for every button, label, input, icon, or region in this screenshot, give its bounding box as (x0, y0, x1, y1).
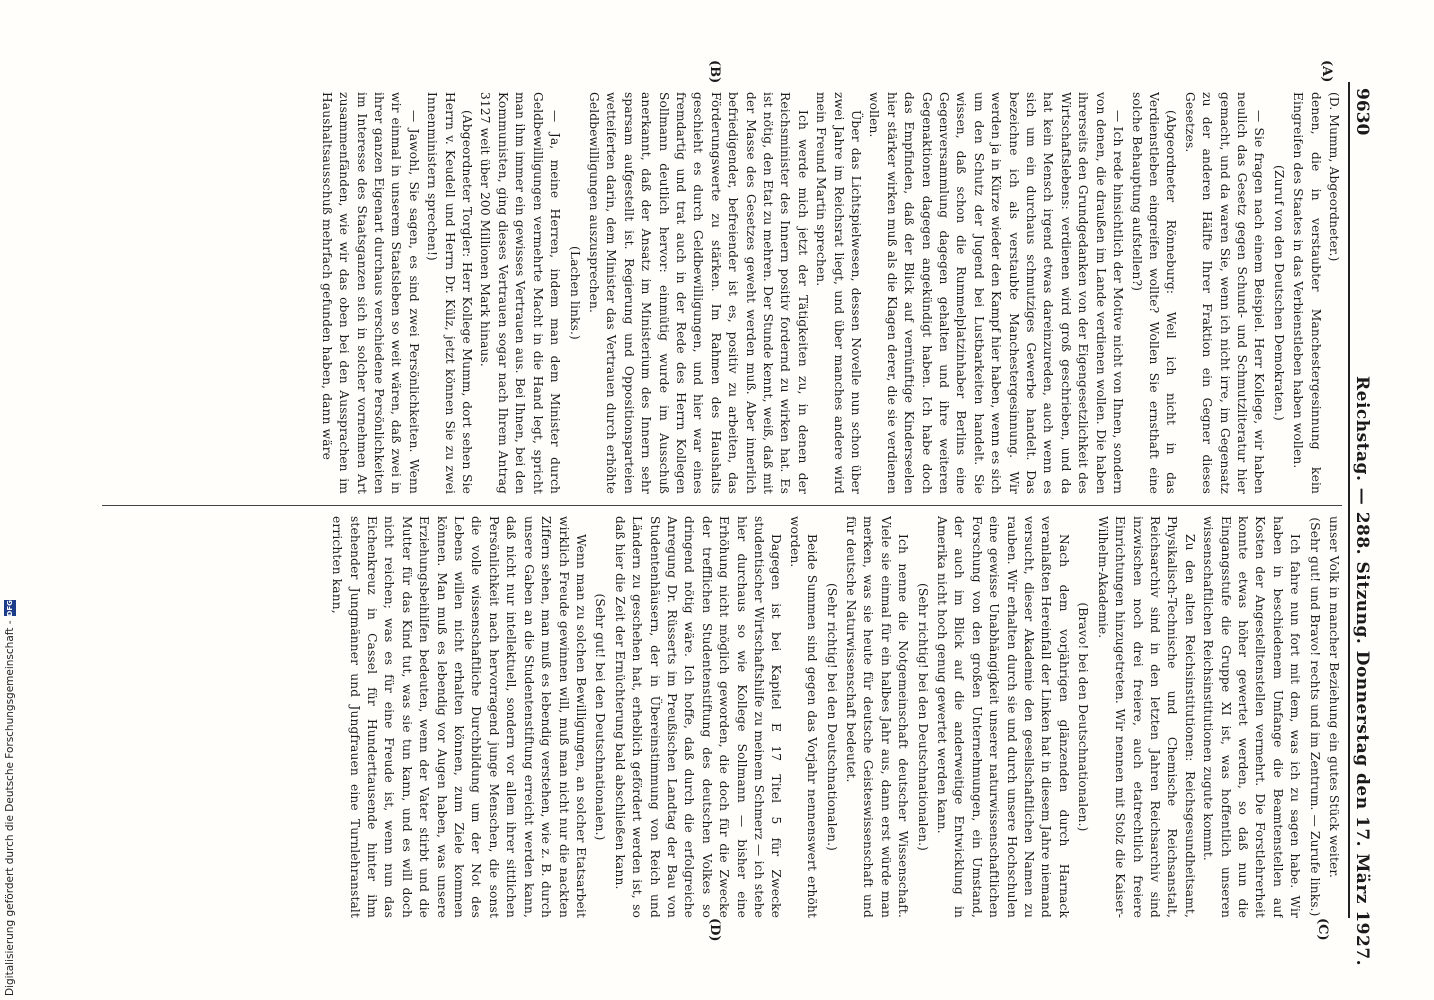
page-title: Reichstag. — 288. Sitzung. Donnerstag den 17. März 1927. (1352, 376, 1372, 967)
column-rule (102, 505, 1342, 506)
paragraph: denen, die in verstaubter Manchestergesinnung kein Eingreifen des Staates in das Verbienstleben haben wollen. (1291, 92, 1323, 494)
digitization-credit (4, 600, 16, 996)
dfg-logo-icon: DFG (6, 600, 14, 617)
paragraph: Beide Summen sind gegen das Vorjahr nennenswert erhöht worden. (787, 516, 820, 918)
margin-mark-a: (A) (1319, 60, 1334, 83)
paragraph: — Jawohl, Sie sagen, es sind zwei Persönlichkeiten. Wenn wir einmal in unserem Staatsleben so weit wären, daß zwei in ihrer ganzen Eigenart durchaus verschiedene Persönlichkeiten im Interesse des Staatsganzen sich in solcher vornehmen Art zusammenfänden, wie wir das oben bei den Aussprachen im Haushaltsausschuß mehrfach gefunden haben, dann wäre (319, 92, 421, 494)
paragraph: Wenn man zu solchen Bewilligungen, an solcher Etatsarbeit wirklich Freude gewinnen will, muß man nicht nur die nackten Ziffern sehen, man muß es lebendig verstehen, wie z. B. durch unsere Gaben an die Studentenstiftung erreicht werden kann, daß nicht nur intellektuell, sondern vor allem ihrer sittlichen Persönlichkeit nach hervorragend junge Menschen, die sonst die volle wissenschaftliche Durchbildung um der Not des Lebens willen nicht erhalten können, zum Ziele kommen können. Man muß es lebendig vor Augen haben, was unsere Erziehungsbeihilfen bedeuten, wenn der Vater stirbt und die Mutter für das Kind tut, was sie tun kann, und es will doch nicht reichen; was es für eine Freude ist, wenn nun das Eichenkreuz in Cassel für Hunderttausende hinter ihm stehender Jungmänner und Jungfrauen eine Turnlehranstalt errichten kann, (330, 516, 588, 918)
interjection: (Sehr richtig! bei den Deutschnationalen.) (915, 582, 930, 852)
interjection: (Abgeordneter Rönneburg: Weil ich nicht in das Verdienstleben eingreifen wollte? Wollen Sie ernsthaft eine solche Behauptung aufstellen?) (1129, 92, 1179, 494)
margin-mark-d: (D) (707, 918, 722, 942)
interjection: (Sehr gut! und Bravo! rechts und im Zentrum. — Zurufe links.) (1307, 517, 1322, 917)
right-column (107, 516, 1342, 918)
paragraph: Dagegen ist bei Kapitel E 17 Titel 5 für Zwecke studentischer Wirtschaftshilfe zu meinem Schmerz — ich stehe hier durchaus so wie Kollege Sollmann — bisher eine Erhöhung nicht möglich geworden, die doch für die Zwecke der trefflichen Studentenstiftung des deutschen Volkes so dringend nötig wäre. Ich hoffe, daß durch die erfolgreiche Anregung Dr. Rüsserts im Preußischen Landtag der Bau von Studentenhäusern, der in Übereinstimmung von Reich und Ländern zu geschehen hat, erheblich gefördert werden ist, so daß hier die Zeit der Ernüchterung bald abschließen kann. (612, 516, 784, 918)
paragraph: — Sie fragen nach einem Beispiel. Herr Kollege, wir haben neulich das Gesetz gegen Schund- und Schmutzliteratur hier gemacht, und da waren Sie, wenn ich nicht irre, im Gegensatz zu der anderen Hälfte Ihrer Fraktion ein Gegner dieses Gesetzes. (1182, 92, 1267, 494)
interjection: (Lachen links.) (567, 246, 582, 340)
page-number: 9630 (1352, 88, 1372, 136)
margin-mark-b: (B) (707, 60, 722, 84)
interjection: (Abgeordneter Torgler: Herr Kollege Mumm, dort sehen Sie Herrn v. Keudell und Herrn Dr. Külz, jetzt können Sie zu zwei Innenministern sprechen!) (425, 92, 475, 494)
interjection: (Sehr gut! bei den Deutschnationalen.) (593, 593, 608, 841)
paragraph: Ich fahre nun fort mit dem, was ich zu sagen habe. Wir haben in beschiedenem Umfange die Beamtenstellen auf Kosten der Angestelltenstellen vermehrt. Die Forstlehrerheit konnte etwas höher gewertet werden, so daß nun die Eingangsstufe die Gruppe XI ist, was hoffentlich unseren wissenschaftlichen Reichsinstitutionen zugute kommt. (1201, 516, 1303, 918)
paragraph: Ich nenne die Notgemeinschaft deutscher Wissenschaft. Viele sie einmal für ein halbes Jahr aus, dann erst würde man merken, was sie heute für deutsche Geisteswissenschaft und für deutsche Naturwissenschaft bedeutet. (844, 516, 911, 918)
paragraph: — Ich rede hinsichtlich der Motive nicht von Ihnen, sondern von denen, die draußen im Lande verdienen wollen. Die haben ihrerseits den Grundgedanken von der Eigengesetzlichkeit des Wirtschaftslebens: verdienen wird groß geschrieben, und da hat kein Mensch irgend etwas dareinzureden, auch wenn es sich um ein durchaus schmutziges Gewerbe handelt. Das bezeichne ich als verstaubte Manchestergesinnung. Wir werden ja in Kürze wieder den Kampf hier haben, wenn es sich um den Schutz der Jugend bei Lustbarkeiten handelt. Sie wissen, daß schon die Rummelplatzinhaber Berlins eine Gegenversammlung dagegen gehalten und ihre weiteren Gegenaktionen dagegen angekündigt haben. Ich habe doch das Empfinden, daß der Blick auf vernünftige Kinderseelen hier stärker wirken muß als die Klagen derer, die sie verdienen wollen. (867, 92, 1126, 494)
paragraph: unser Volk in mancher Beziehung ein gutes Stück weiter. (1327, 516, 1341, 879)
interjection: (Sehr richtig! bei den Deutschnationalen.) (824, 582, 839, 852)
header-rule (1348, 82, 1350, 918)
interjection: (Bravo! bei den Deutschnationalen.) (1076, 602, 1091, 832)
left-column (107, 92, 1342, 494)
paragraph: Zu den alten Reichsinstitutionen: Reichsgesundheitsamt, Physikalisch-Technische und Chemische Reichsanstalt, Reichsarchiv sind in den letzten Jahren Reichsarchiv sind inzwischen noch drei freiere, auch etatrechtlich freiere Einrichtungen hinzugetreten. Wir nennen mit Stolz die Kaiser-Wilhelm-Akademie. (1095, 516, 1197, 918)
page-header (1350, 86, 1372, 967)
interjection: (Zuruf von den Deutschen Demokraten.) (1271, 165, 1286, 421)
paragraph: Über das Lichtspielwesen, dessen Novelle nun schon über zwei Jahre im Reichsrat liegt, und über manches andere wird mein Freund Martin sprechen. (814, 92, 864, 494)
speaker-line: (D. Mumm, Abgeordneter.) (1327, 92, 1341, 262)
paragraph: — Ja, meine Herren, indem man dem Minister durch Geldbewilligungen vermehrte Macht in die Hand legt, spricht man ihm immer ein gewisses Vertrauen aus. Bei Ihnen, bei den Kommunisten, ging dieses Vertrauen sogar nach Ihrem Antrag 3127 weit über 200 Millionen Mark hinaus. (478, 92, 563, 494)
credit-text: Digitalisierung gefördert durch die Deutsche Forschungsgemeinschaft - (4, 620, 16, 996)
paragraph: Ich werde mich jetzt der Tätigkeiten zu, in denen der Reichsminister des Innern positiv fordernd zu wirken hat. Es ist nötig, den Etat zu mehren. Der Stunde kennt, weiß, daß mit der Masse des Gesetzes geweht werden muß. Aber innerlich befriedigender, befreiender ist es, positiv zu arbeiten, das Förderungswerte zu stärken. Im Rahmen des Haushalts geschieht es durch Geldbewilligungen, und hier war eines fremdartig und trat auch in der Rede des Herrn Kollegen Sollmann deutlich hervor: einmütig wurde im Ausschuß anerkannt, daß der Ansatz im Ministerium des Innern sehr sparsam aufgestellt ist. Regierung und Oppositionsparteien wetteiferten darin, dem Minister das Vertrauen durch erhöhte Geldbewilligungen auszusprechen. (586, 92, 810, 494)
paragraph: Nach dem vorjährigen glänzenden durch Harnack veranlaßten Hereinfall der Linken hat in diesem Jahre niemand versucht, dieser Akademie den gesellschaftlichen Namen zu rauben. Wir erhalten durch sie und durch unsere Hochschulen eine gewisse Unabhängigkeit unserer naturwissenschaftlichen Forschung von den großen Unternehmungen, ein Umstand, der auch im Blick auf die anderweitige Entwicklung in Amerika nicht hoch genug gewertet werden kann. (935, 516, 1071, 918)
margin-mark-c: (C) (1315, 918, 1330, 941)
